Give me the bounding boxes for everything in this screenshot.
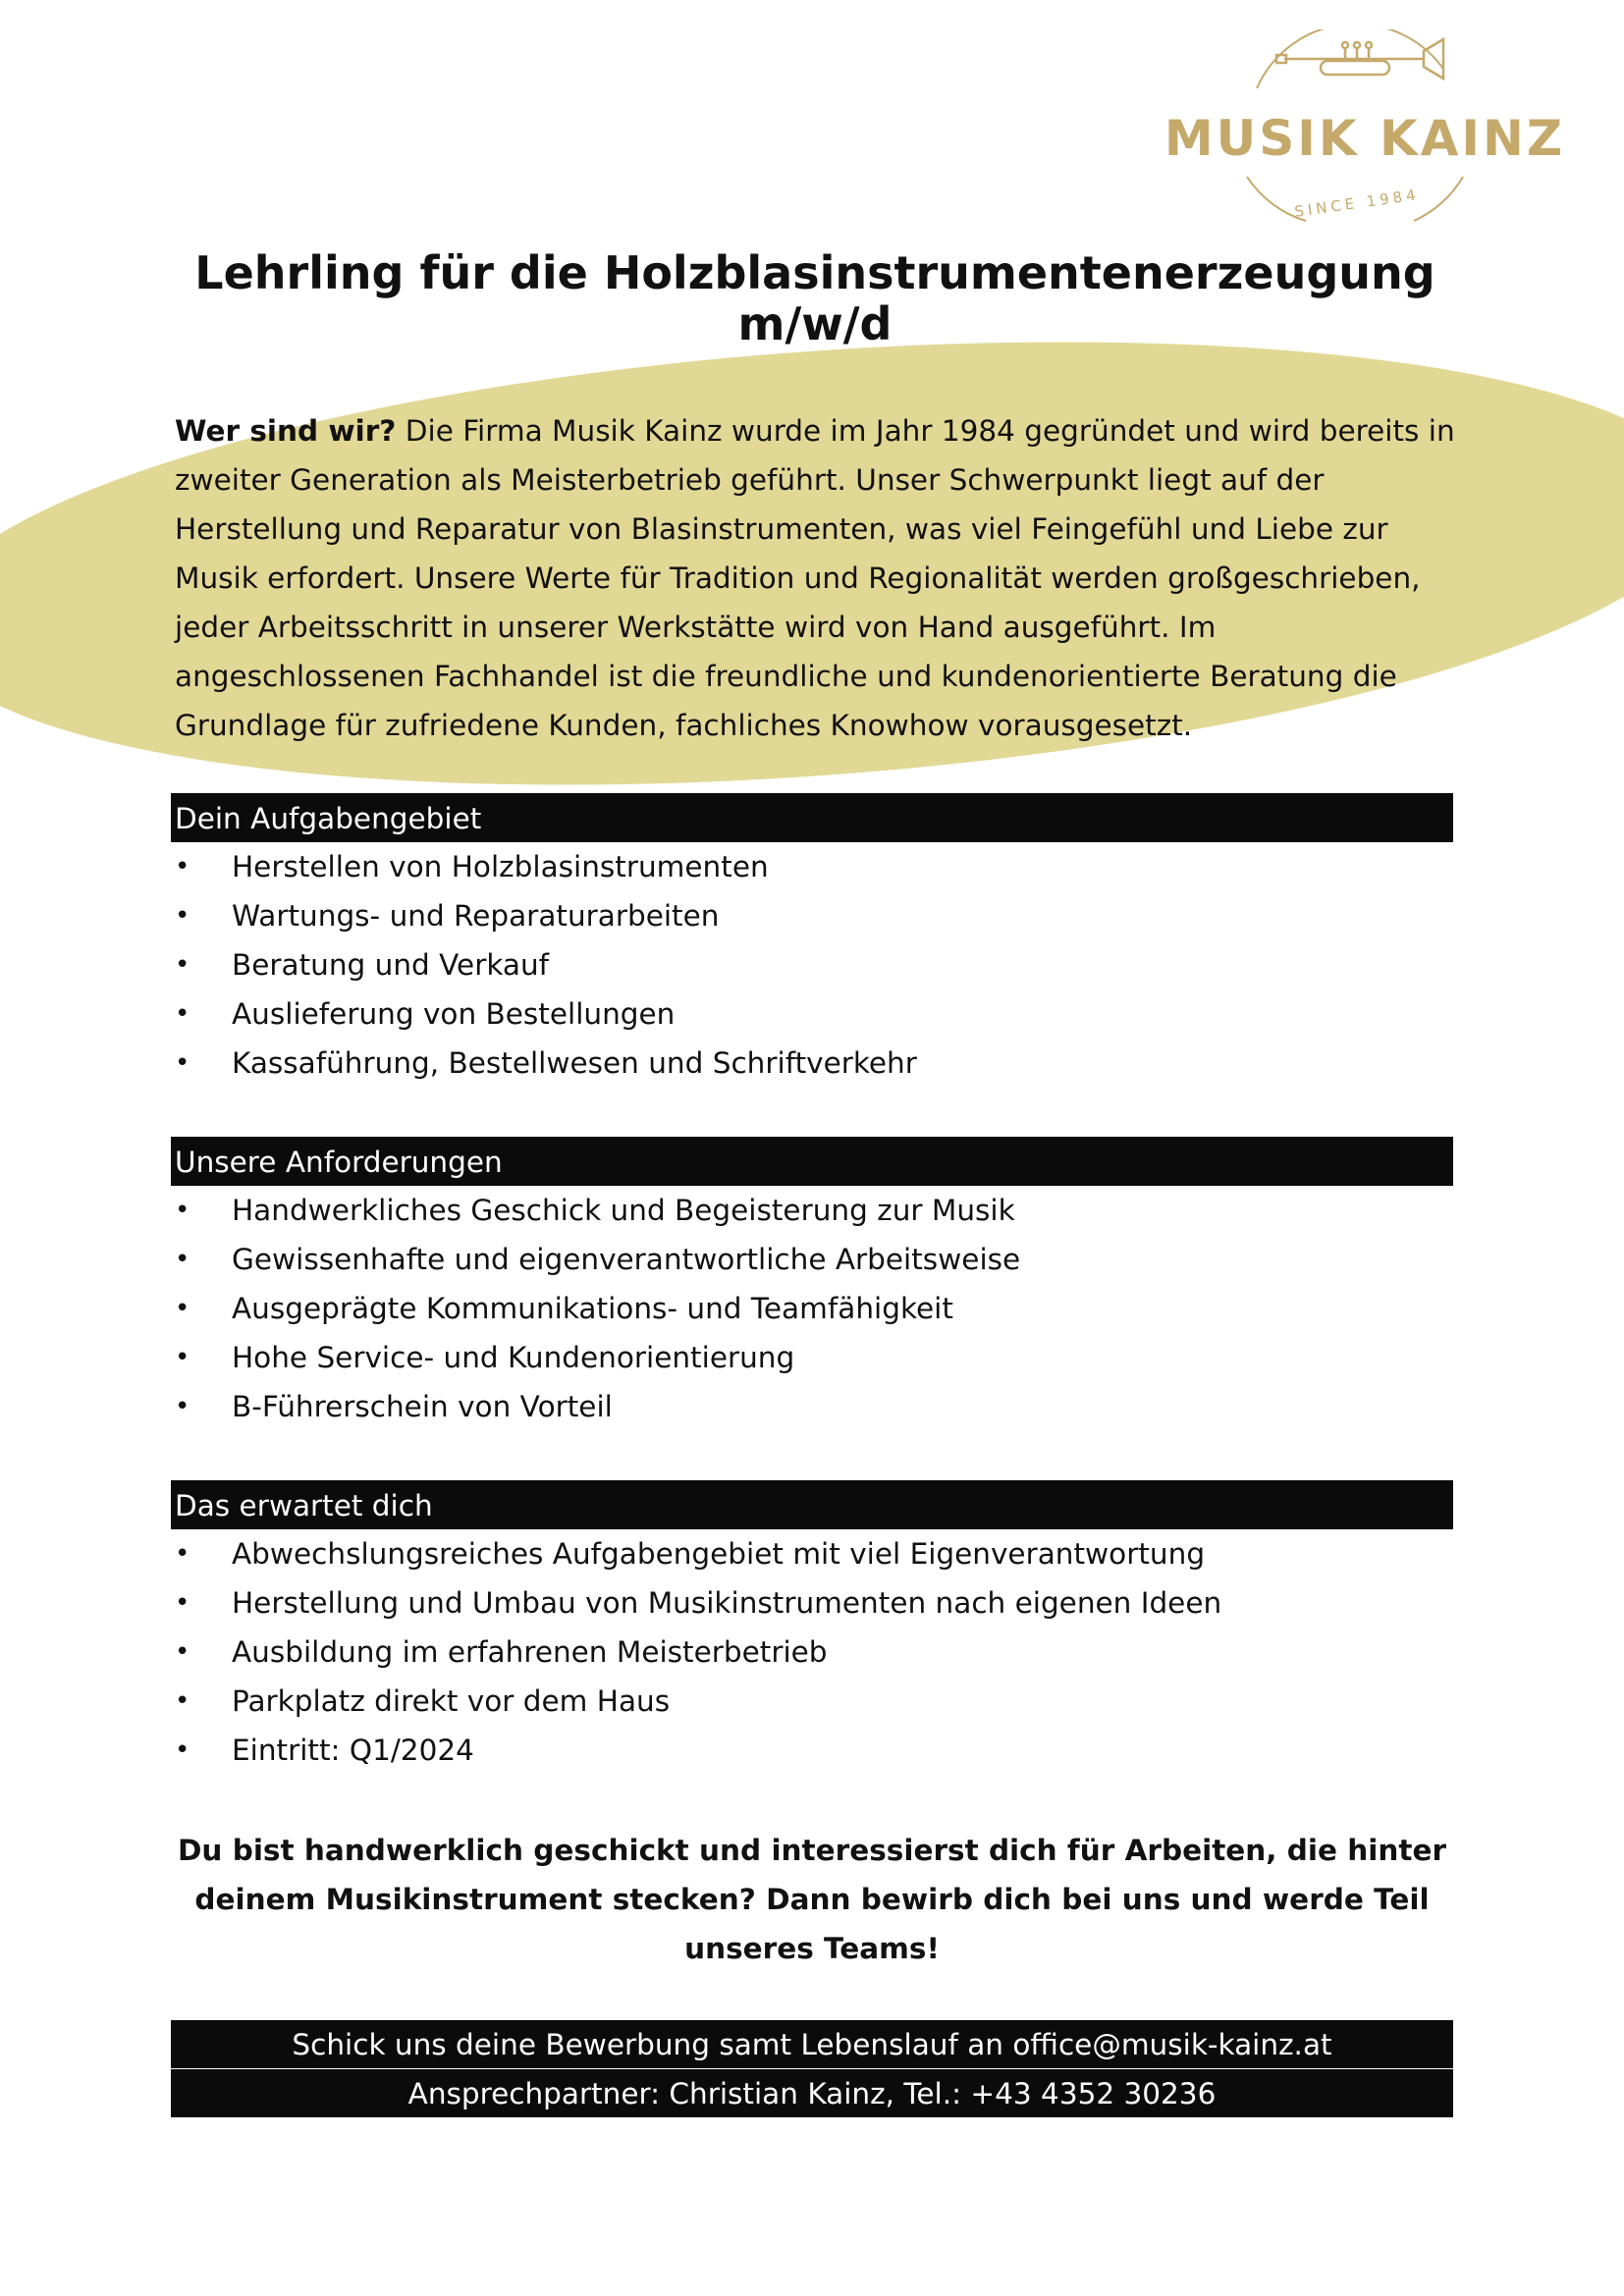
benefits-list (171, 1529, 1453, 1775)
section-aufgabengebiet (171, 793, 1453, 1088)
list-item-text: Handwerkliches Geschick und Begeisterung zur Musik (232, 1194, 1015, 1227)
list-item-text: Abwechslungsreiches Aufgabengebiet mit viel Eigenverantwortung (232, 1537, 1206, 1571)
list-item-text: Herstellen von Holzblasinstrumenten (232, 850, 769, 883)
bullet-icon: • (175, 1343, 190, 1372)
list-item (171, 1726, 1453, 1775)
list-item (171, 1578, 1453, 1628)
list-item (171, 1284, 1453, 1333)
job-title-line2: m/w/d (737, 297, 893, 350)
list-item-text: Wartungs- und Reparaturarbeiten (232, 899, 720, 933)
list-item (171, 842, 1453, 891)
bullet-icon: • (175, 1735, 190, 1765)
list-item (171, 989, 1453, 1039)
job-title-line1: Lehrling für die Holzblasinstrumentenerzeugung (194, 246, 1435, 299)
list-item-text: Herstellung und Umbau von Musikinstrumenten nach eigenen Ideen (232, 1586, 1222, 1620)
list-item-text: Beratung und Verkauf (232, 948, 550, 982)
bullet-icon: • (175, 852, 190, 881)
bullet-icon: • (175, 1588, 190, 1618)
job-title (167, 247, 1463, 349)
section-erwartet-dich (171, 1480, 1453, 1775)
list-item (171, 1186, 1453, 1235)
bullet-icon: • (175, 1392, 190, 1421)
list-item (171, 1235, 1453, 1284)
contact-person-line: Ansprechpartner: Christian Kainz, Tel.: +43 4352 30236 (171, 2069, 1453, 2117)
bullet-icon: • (175, 950, 190, 980)
list-item (171, 891, 1453, 940)
list-item-text: Ausbildung im erfahrenen Meisterbetrieb (232, 1635, 828, 1669)
bullet-icon: • (175, 1637, 190, 1667)
list-item-text: B-Führerschein von Vorteil (232, 1390, 613, 1423)
logo-wordmark: MUSIK KAINZ (1164, 110, 1566, 167)
intro-text: Die Firma Musik Kainz wurde im Jahr 1984 gegründet und wird bereits in zweiter Generation als Meisterbetrieb geführt. Unser Schwerpunkt liegt auf der Herstellung und Reparatur von Blasinstrumenten, was viel Feingefühl und Liebe zur Musik erfordert. Unsere Werte für Tradition und Regionalität werden großgeschrieben, jeder Arbeitsschritt in unserer Werkstätte wird von Hand ausgeführt. Im angeschlossenen Fachhandel ist die freundliche und kundenorientierte Beratung die Grundlage für zufriedene Kunden, fachliches Knowhow vorausgesetzt. (175, 414, 1455, 742)
bullet-icon: • (175, 1048, 190, 1078)
list-item (171, 1677, 1453, 1726)
intro-lead: Wer sind wir? (175, 414, 397, 448)
requirements-list (171, 1186, 1453, 1431)
list-item-text: Auslieferung von Bestellungen (232, 997, 676, 1031)
contact-box (171, 2020, 1453, 2117)
list-item-text: Kassaführung, Bestellwesen und Schriftverkehr (232, 1046, 917, 1080)
task-list (171, 842, 1453, 1088)
list-item (171, 1333, 1453, 1382)
section-heading: Dein Aufgabengebiet (171, 793, 1453, 842)
section-heading: Unsere Anforderungen (171, 1137, 1453, 1186)
list-item-text: Ausgeprägte Kommunikations- und Teamfähigkeit (232, 1292, 953, 1325)
bullet-icon: • (175, 999, 190, 1029)
bullet-icon: • (175, 1686, 190, 1716)
bullet-icon: • (175, 1294, 190, 1323)
list-item-text: Hohe Service- und Kundenorientierung (232, 1341, 795, 1374)
bullet-icon: • (175, 901, 190, 931)
list-item-text: Gewissenhafte und eigenverantwortliche Arbeitsweise (232, 1243, 1021, 1276)
bullet-icon: • (175, 1539, 190, 1569)
list-item (171, 1382, 1453, 1431)
section-heading: Das erwartet dich (171, 1480, 1453, 1529)
intro-paragraph (175, 406, 1471, 750)
list-item (171, 1039, 1453, 1088)
list-item-text: Eintritt: Q1/2024 (232, 1734, 474, 1767)
section-anforderungen (171, 1137, 1453, 1431)
company-logo (1129, 29, 1581, 245)
list-item (171, 1529, 1453, 1578)
application-email-line: Schick uns deine Bewerbung samt Lebenslauf an office@musik-kainz.at (171, 2020, 1453, 2068)
closing-call-to-action: Du bist handwerklich geschickt und interessierst dich für Arbeiten, die hinter deinem Musikinstrument stecken? Dann bewirb dich bei uns und werde Teil unseres Teams! (177, 1834, 1447, 1965)
bullet-icon: • (175, 1245, 190, 1274)
list-item (171, 940, 1453, 989)
list-item-text: Parkplatz direkt vor dem Haus (232, 1684, 671, 1718)
list-item (171, 1628, 1453, 1677)
logo-since: SINCE 1984 (1293, 186, 1421, 221)
bullet-icon: • (175, 1196, 190, 1225)
